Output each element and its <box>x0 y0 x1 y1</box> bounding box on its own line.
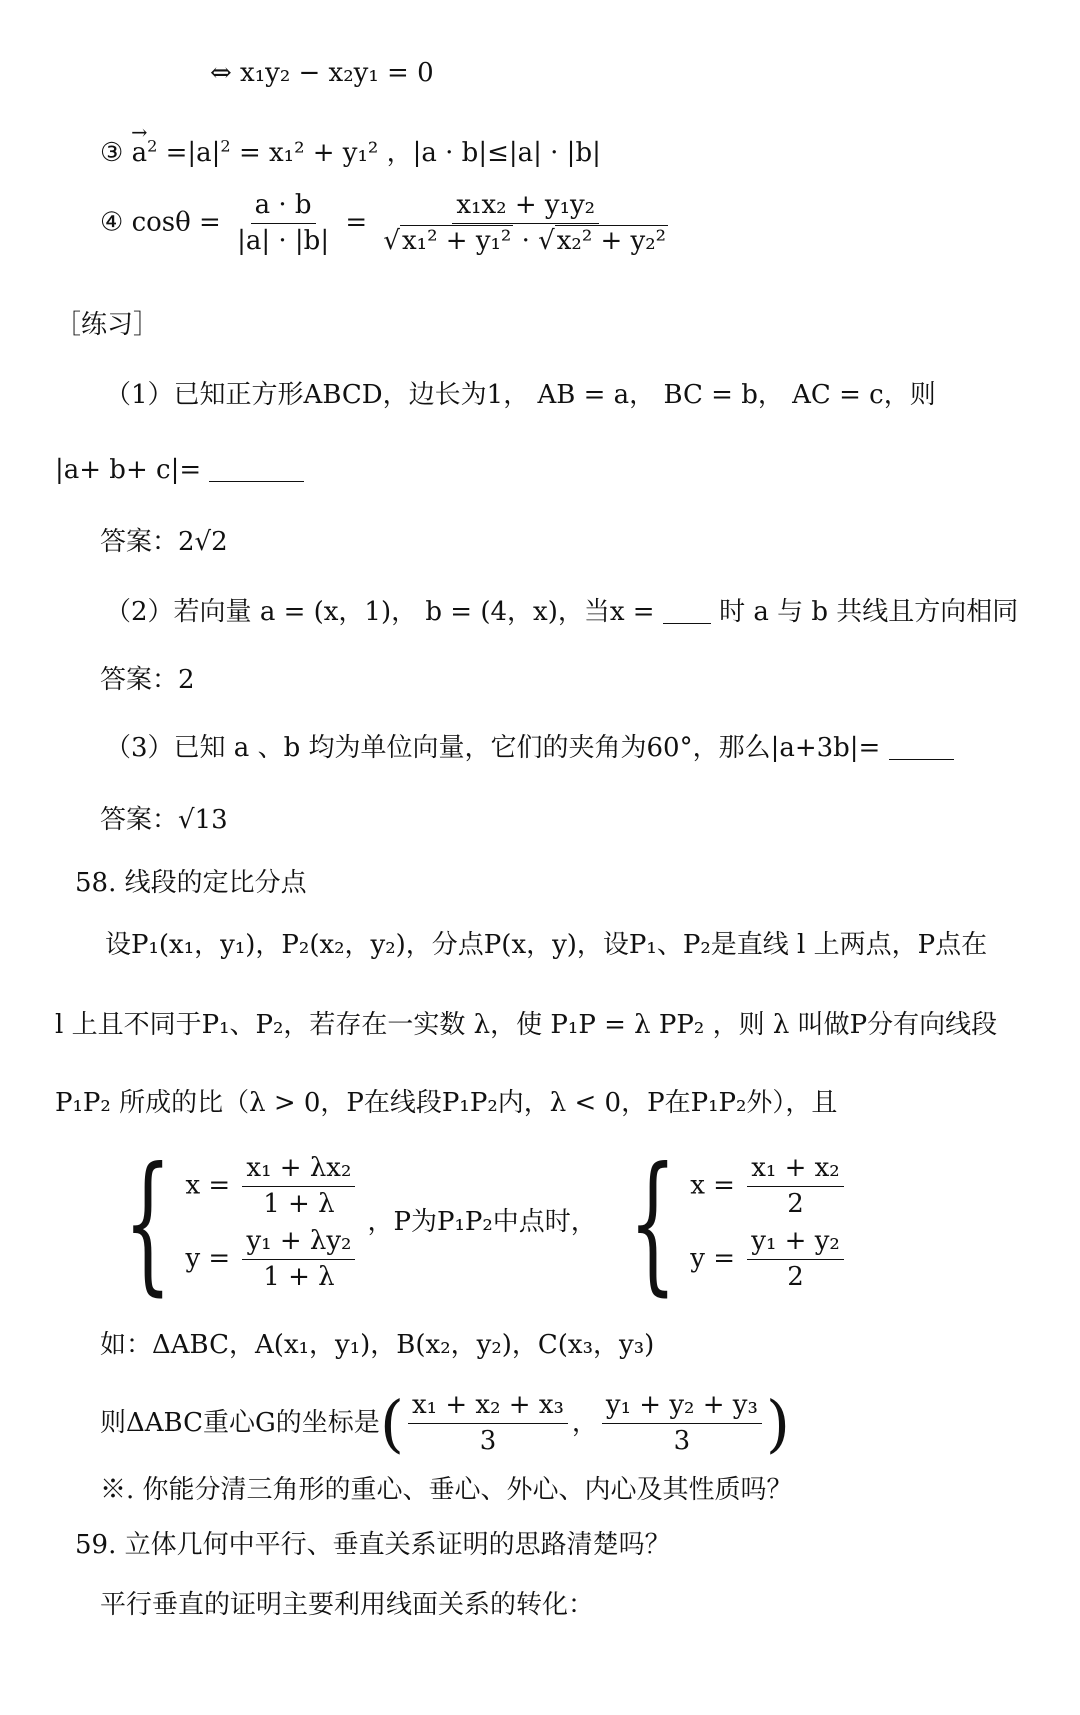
vec-bc: BC = b <box>663 380 758 410</box>
formula-magnitude: ③ → $a^2 =|a|^2 = x_1^2 + y_1^2$ ，|a · b|≤|a| · |b| <box>100 138 601 169</box>
coord-dot: x₁x₂ + y₁y₂ <box>452 190 599 224</box>
formula-collinear: ⇔ x₁y₂ − x₂y₁ = 0 <box>210 58 434 88</box>
vector-a: → a <box>132 138 148 169</box>
marker-4: ④ <box>100 207 124 238</box>
centroid-line: 则ΔABC重心G的坐标是 ( $\frac{\text{x₁ + x₂ + x₃}}{3}$ ， $\frac{\text{y₁ + y₂ + y₃}}{3}$ ) <box>100 1386 791 1460</box>
vec-ab: AB = a <box>537 380 630 410</box>
ratio-system <box>100 1136 848 1310</box>
q2-answer: 答案：2 <box>100 665 195 695</box>
q2-text: （2）若向量 a = (x，1)， b = (4，x)，当x = 时 a 与 b 共线且方向相同 <box>105 597 1019 628</box>
example-triangle: 如：ΔABC，A(x₁，y₁)，B(x₂，y₂)，C(x₃，y₃) <box>100 1330 655 1360</box>
marker-3: ③ <box>100 138 124 168</box>
q2-blank <box>663 597 711 624</box>
cos-theta: cosθ = <box>131 207 221 238</box>
sec59-p1: 平行垂直的证明主要利用线面关系的转化： <box>100 1590 595 1620</box>
sec58-note: ※. 你能分清三角形的重心、垂心、外心、内心及其性质吗？ <box>100 1475 793 1505</box>
brace-midpoint: { x = $\frac{\text{x₁ + x₂}}{2}$ y = $\frac{\text{y₁ + y₂}}{2}$ <box>605 1148 848 1298</box>
magnitude-a: =|a| <box>165 138 221 168</box>
sqrt-b: x₂² + y₂² <box>556 226 667 257</box>
midpoint-text: ，P为P₁P₂中点时， <box>367 1207 597 1238</box>
sec59-title: 59. 立体几何中平行、垂直关系证明的思路清楚吗？ <box>75 1530 671 1560</box>
sqrt-a: x₁² + y₁² <box>402 226 512 257</box>
practice-heading: ［练习］ <box>55 310 160 340</box>
sec58-p3: P₁P₂ 所成的比（λ > 0，P在线段P₁P₂内，λ < 0，P在P₁P₂外），且 <box>55 1088 838 1118</box>
brace-general: { x = $\frac{\text{x₁ + λx₂}}{1 + \lambda}$ y = $\frac{\text{y₁ + λy₂}}{1 + \lambda}$ <box>100 1148 359 1298</box>
q3-answer: 答案：√13 <box>100 805 228 835</box>
q1-answer: 答案：2√2 <box>100 527 228 557</box>
vec-ac: AC = c <box>792 380 884 410</box>
formula-cos: ④ cosθ = $\frac{a \cdot b}{|a| \cdot |b|}$ = $\frac{\text{x₁x₂ + y₁y₂}}{\text{√x₁² + y₁² · √x₂² + y₂²}}$ <box>100 190 676 257</box>
q1-blank <box>209 455 304 482</box>
q1-text: （1）已知正方形ABCD，边长为1， AB = a， BC = b， AC = c，则 <box>105 380 936 410</box>
q1-expr: |a+ b+ c|= <box>55 455 304 486</box>
sec58-p2: l 上且不同于P₁、P₂，若存在一实数 λ，使 P₁P = λ PP₂ ，则 λ 叫做P分有向线段 <box>55 1010 998 1040</box>
sec58-p1: 设P₁(x₁，y₁)，P₂(x₂，y₂)，分点P(x，y)，设P₁、P₂是直线 l 上两点，P点在 <box>105 930 988 960</box>
sec58-title: 58. 线段的定比分点 <box>75 868 307 898</box>
q3-blank <box>889 733 954 760</box>
cauchy-ineq: ，|a · b|≤|a| · |b| <box>386 138 601 168</box>
q3-text: （3）已知 a 、b 均为单位向量，它们的夹角为60°，那么|a+3b|= <box>105 733 954 764</box>
cos-frac-right: $\frac{\text{x₁x₂ + y₁y₂}}{\text{√x₁² + y₁² · √x₂² + y₂²}}$ <box>383 190 667 257</box>
magnitude-sum: = x₁² + y₁² <box>238 138 379 168</box>
product-mag: |a| · |b| <box>237 226 330 257</box>
cos-frac-left <box>233 190 333 257</box>
dot-product: a · b <box>251 190 316 224</box>
